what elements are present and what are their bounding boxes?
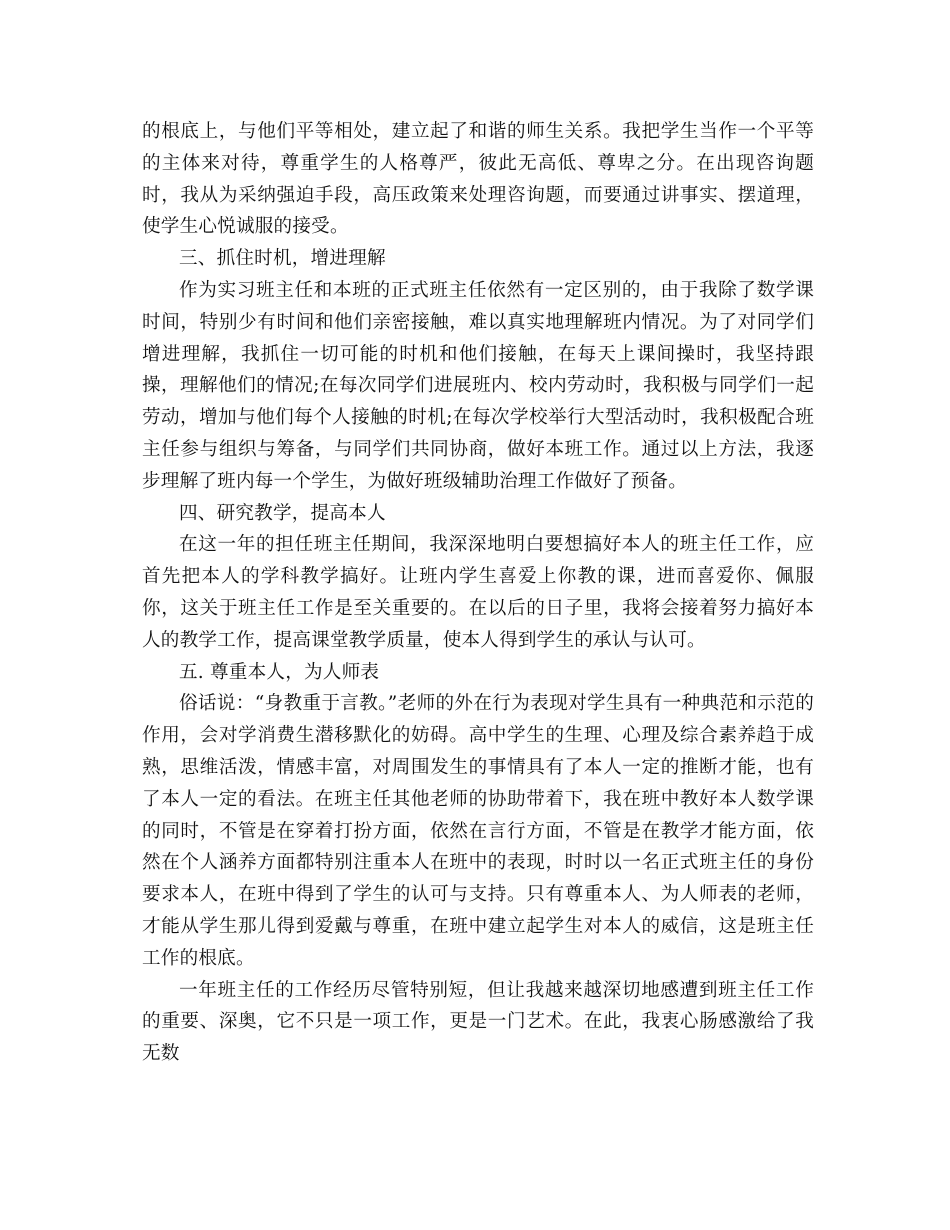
section-heading-3: 三、抓住时机，增进理解 [179,248,386,270]
paragraph-conclusion: 一年班主任的工作经历尽管特别短，但让我越来越深切地感遭到班主任工作的重要、深奥，它不只是一项工作，更是一门艺术。在此，我衷心肠感激给了我无数 [142,979,814,1065]
paragraph-section-3: 作为实习班主任和本班的正式班主任依然有一定区别的，由于我除了数学课时间，特别少有时间和他们亲密接触，难以真实地理解班内情况。为了对同学们增进理解，我抓住一切可能的时机和他们接触，在每天上课间操时，我坚持跟操，理解他们的情况;在每次同学们进展班内、校内劳动时，我积极与同学们一起劳动，增加与他们每个人接触的时机;在每次学校举行大型活动时，我积极配合班主任参与组织与筹备，与同学们共同协商，做好本班工作。通过以上方法，我逐步理解了班内每一个学生，为做好班级辅助治理工作做好了预备。 [142,279,814,492]
section-heading-4: 四、研究教学，提高本人 [179,502,386,524]
document-body [142,116,814,1070]
paragraph-section-4: 在这一年的担任班主任期间，我深深地明白要想搞好本人的班主任工作，应首先把本人的学科教学搞好。让班内学生喜爱上你教的课，进而喜爱你、佩服你，这关于班主任工作是至关重要的。在以后的日子里，我将会接着努力搞好本人的教学工作，提高课堂教学质量，使本人得到学生的承认与认可。 [142,534,814,651]
section-heading-5: 五. 尊重本人，为人师表 [179,661,380,683]
paragraph-continuation: 的根底上，与他们平等相处，建立起了和谐的师生关系。我把学生当作一个平等的主体来对待，尊重学生的人格尊严，彼此无高低、尊卑之分。在出现咨询题时，我从为采纳强迫手段，高压政策来处理咨询题，而要通过讲事实、摆道理，使学生心悦诚服的接受。 [142,121,814,238]
paragraph-section-5: 俗话说：“身教重于言教。”老师的外在行为表现对学生具有一种典范和示范的作用，会对学消费生潜移默化的妨碍。高中学生的生理、心理及综合素养趋于成熟，思维活泼，情感丰富，对周围发生的事情具有了本人一定的推断才能，也有了本人一定的看法。在班主任其他老师的协助带着下，我在班中教好本人数学课的同时，不管是在穿着打扮方面，依然在言行方面，不管是在教学才能方面，依然在个人涵养方面都特别注重本人在班中的表现，时时以一名正式班主任的身份要求本人，在班中得到了学生的认可与支持。只有尊重本人、为人师表的老师，才能从学生那儿得到爱戴与尊重，在班中建立起学生对本人的威信，这是班主任工作的根底。 [142,693,814,969]
